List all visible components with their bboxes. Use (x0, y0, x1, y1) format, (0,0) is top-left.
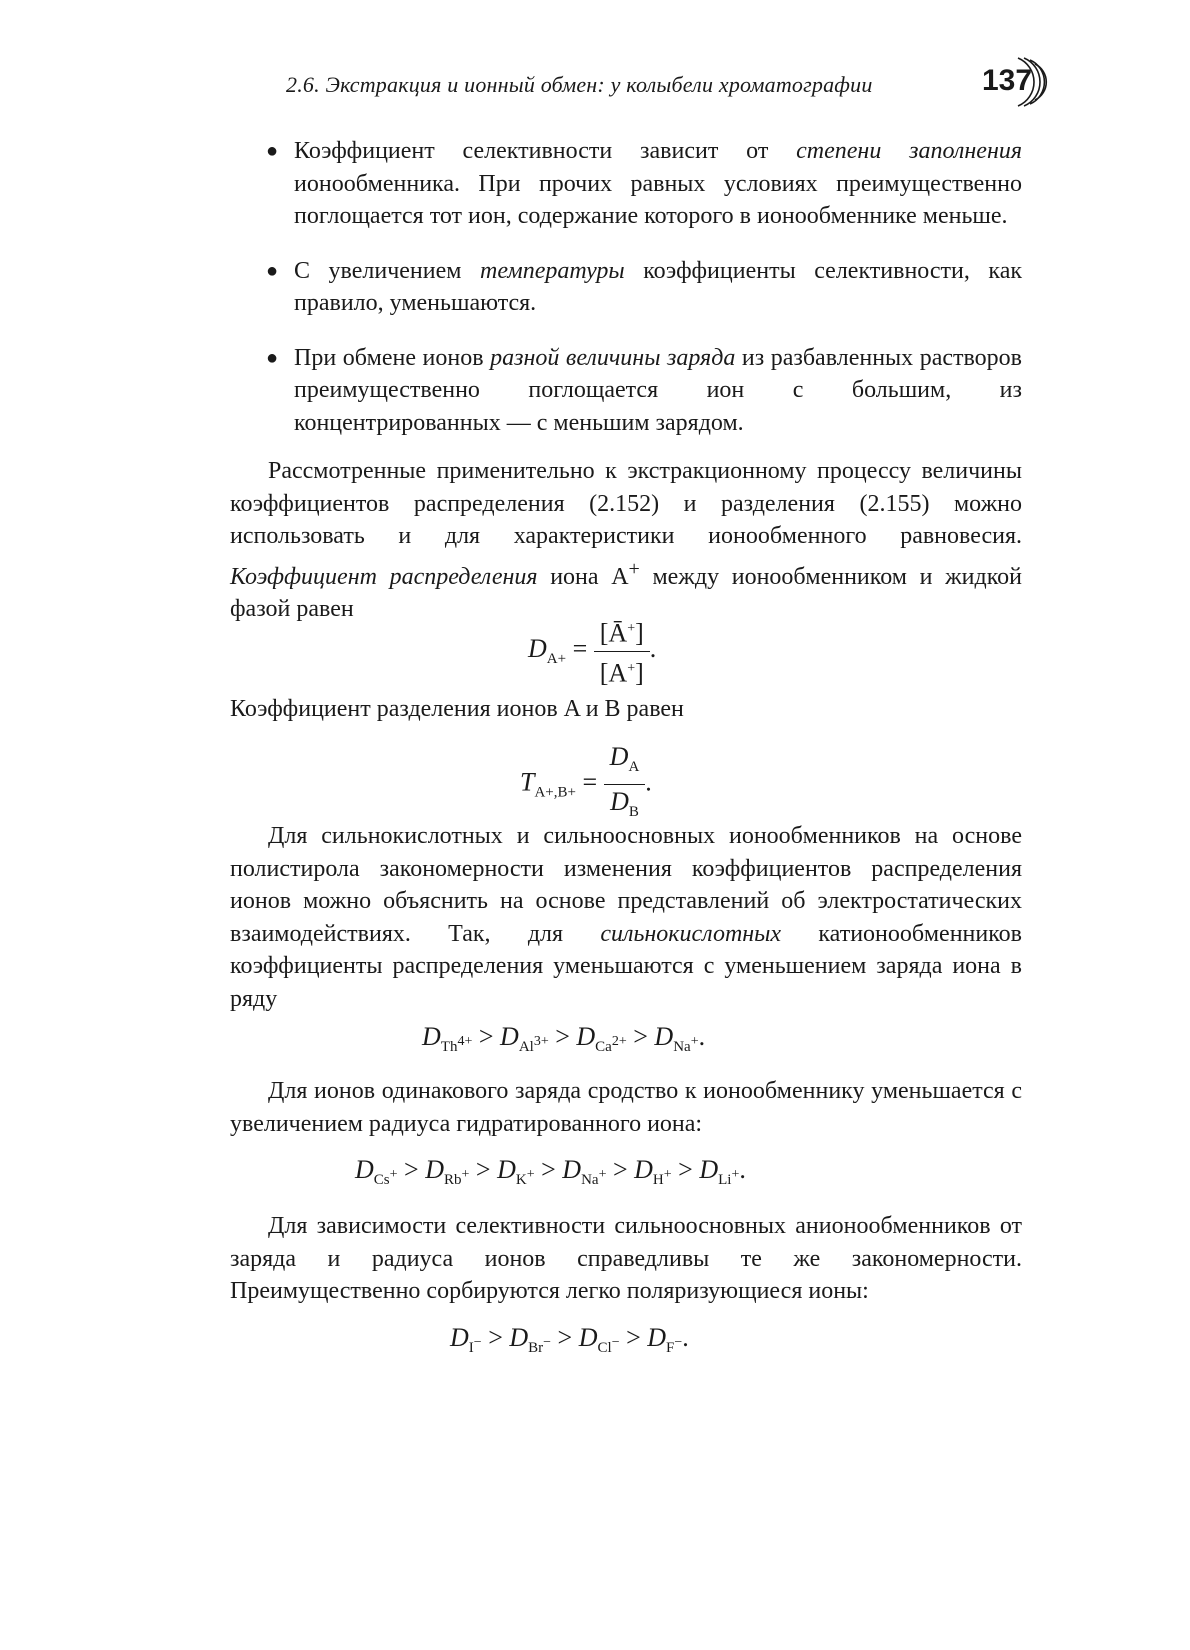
series-term: $D_{K^+}$ (497, 1155, 535, 1188)
page-number: 137 (982, 64, 1033, 97)
series-term: $D_{Br^-}$ (509, 1323, 552, 1356)
formula-separation-coefficient: $T_{A+,B+}$ = $\frac{D_A}{D_B}$ . (520, 742, 652, 820)
series-term: $D_{Al^{3+}}$ (500, 1022, 549, 1055)
series-term: $D_{Cs^+}$ (355, 1155, 398, 1188)
series-hydrated-radius: $D_{Cs^+} > D_{Rb^+} > D_{K^+} > D_{Na^+} > D_{H^+} > D_{Li^+}$. (355, 1155, 746, 1188)
series-term: $D_{H^+}$ (634, 1155, 672, 1188)
series-term: $D_{Na^+}$ (654, 1022, 699, 1055)
series-term: $D_{F^-}$ (647, 1323, 683, 1356)
bullet-icon: ● (266, 259, 279, 282)
series-term: $D_{I^-}$ (450, 1323, 482, 1356)
bullet-icon: ● (266, 346, 279, 369)
series-cation-charge: $D_{Th^{4+}} > D_{Al^{3+}} > D_{Ca^{2+}} > D_{Na^+}$. (422, 1022, 706, 1055)
bullet-text: С увеличением температуры коэффициенты селективности, как правило, уменьшаются. (294, 257, 1023, 316)
bullet-item (262, 135, 1022, 233)
bullet-item (262, 255, 1022, 320)
paragraph-distribution-intro: Рассмотренные применительно к экстракционному процессу величины коэффициентов распределения (2.152) и разделения (2.155) можно использовать и для характеристики ионообменного равновесия. Коэффициент распределения иона A+ между ионообменником и жидкой фазой равен (230, 458, 1022, 622)
series-anion: $D_{I^-} > D_{Br^-} > D_{Cl^-} > D_{F^-}$. (450, 1323, 689, 1356)
bullet-text: Коэффициент селективности зависит от степени заполнения ионообменника. При прочих равных условиях преимущественно поглощается тот ион, содержание которого в ионообменнике меньше. (294, 138, 1023, 229)
running-title: 2.6. Экстракция и ионный обмен: у колыбели хроматографии (286, 72, 873, 97)
series-term: $D_{Li^+}$ (699, 1155, 740, 1188)
bullet-list (262, 135, 1022, 461)
page-number-ornament-icon (1010, 52, 1050, 112)
series-term: $D_{Th^{4+}}$ (422, 1022, 473, 1055)
paragraph-separation-intro: Коэффициент разделения ионов A и B равен (230, 696, 684, 722)
series-term: $D_{Ca^{2+}}$ (576, 1022, 627, 1055)
formula-distribution-coefficient: $D_{A+}$ = $\frac{[Ā^+]}{[A^+]}$ . (528, 612, 656, 690)
paragraph-hydrated-radius: Для ионов одинакового заряда сродство к ионообменнику уменьшается с увеличением радиуса гидратированного иона: (230, 1078, 1022, 1137)
bullet-icon: ● (266, 140, 279, 162)
series-term: $D_{Rb^+}$ (425, 1155, 470, 1188)
paragraph-anion-exchangers: Для зависимости селективности сильноосновных анионообменников от заряда и радиуса ионов справедливы те же закономерности. Преимущественно сорбируются легко поляризующиеся ионы: (230, 1213, 1022, 1304)
series-term: $D_{Na^+}$ (562, 1155, 607, 1188)
series-term: $D_{Cl^-}$ (578, 1323, 620, 1356)
bullet-item (262, 342, 1022, 440)
paragraph-electrostatic: Для сильнокислотных и сильноосновных ионообменников на основе полистирола закономерности изменения коэффициентов распределения ионов можно объяснить на основе представлений об электростатических взаимодействиях. Так, для сильнокислотных катионообменников коэффициенты распределения уменьшаются с уменьшением заряда иона в ряду (230, 823, 1023, 1012)
bullet-text: При обмене ионов разной величины заряда из разбавленных растворов преимущественно поглощается ион с большим, из концентрированных — с меньшим зарядом. (294, 344, 1022, 436)
